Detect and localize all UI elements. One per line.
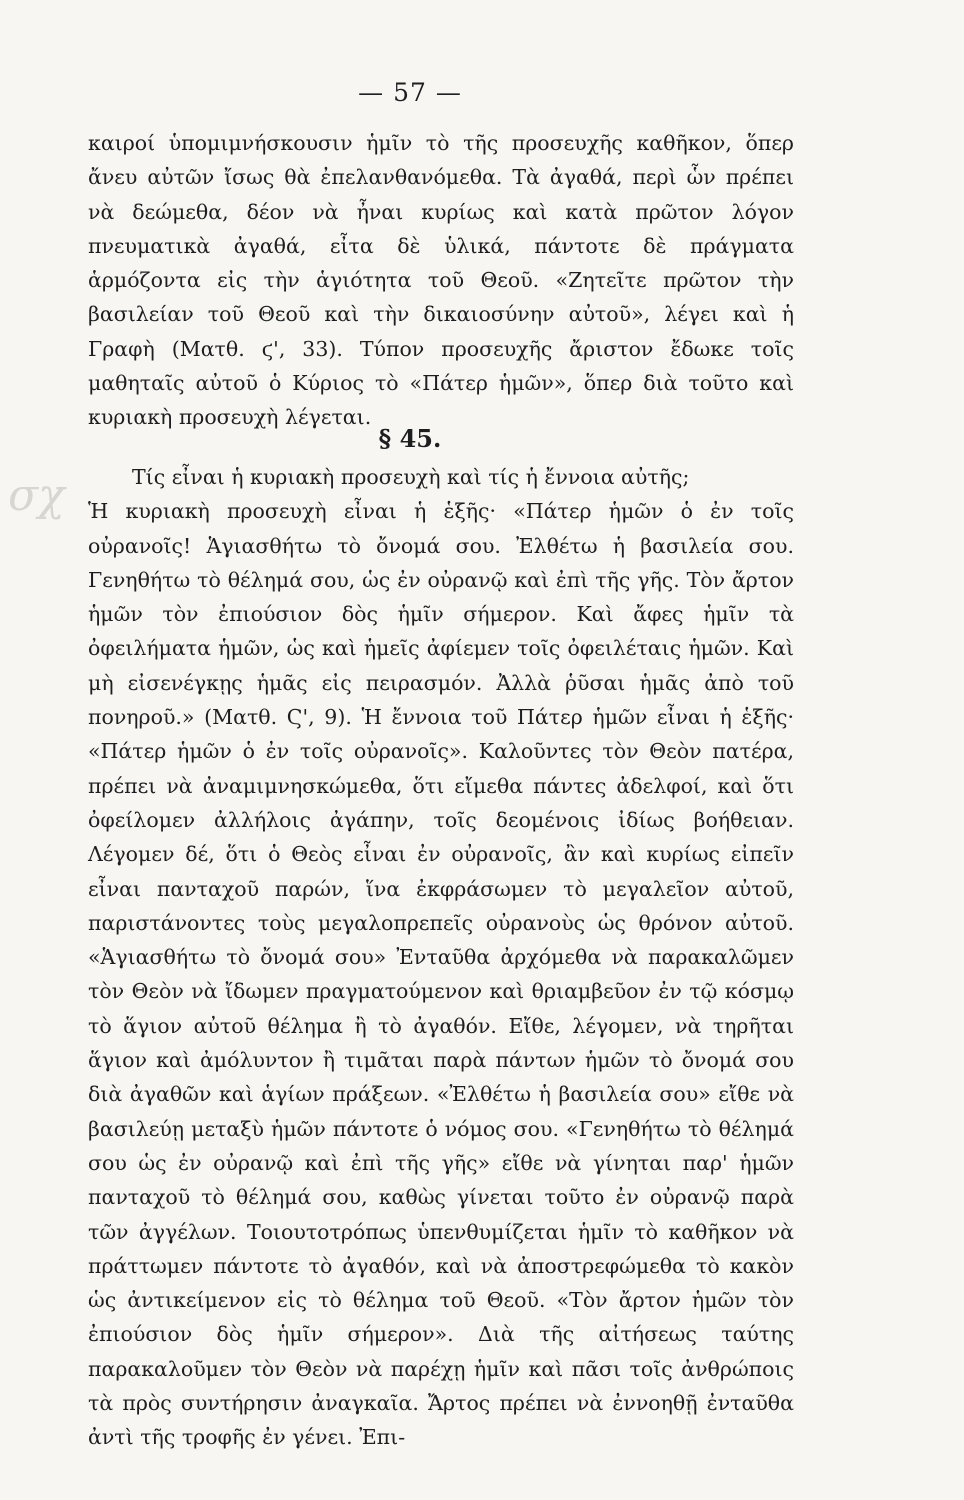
section-heading: § 45. — [378, 424, 442, 453]
opening-text-block — [88, 126, 794, 435]
continued-paragraph: καιροί ὑπομιμνήσκουσιν ἡμῖν τὸ τῆς προσευχῆς καθῆκον, ὅπερ ἄνευ αὐτῶν ἴσως θὰ ἐπελανθανόμεθα. Τὰ ἀγαθά, περὶ ὧν πρέπει νὰ δεώμεθα, δέον νὰ ἦναι κυρίως καὶ κατὰ πρῶτον λόγον πνευματικὰ ἀγαθά, εἶτα δὲ ὑλικά, πάντοτε δὲ πράγματα ἁρμόζοντα εἰς τὴν ἁγιότητα τοῦ Θεοῦ. «Ζητεῖτε πρῶτον τὴν βασιλείαν τοῦ Θεοῦ καὶ τὴν δικαιοσύνην αὐτοῦ», λέγει καὶ ἡ Γραφὴ (Ματθ. ϛ', 33). Τύπον προσευχῆς ἄριστον ἔδωκε τοῖς μαθηταῖς αὐτοῦ ὁ Κύριος τὸ «Πάτερ ἡμῶν», ὅπερ διὰ τοῦτο καὶ κυριακὴ προσευχὴ λέγεται. — [88, 131, 794, 430]
section-text-block — [88, 460, 794, 1455]
answer-paragraph: Ἡ κυριακὴ προσευχὴ εἶναι ἡ ἑξῆς· «Πάτερ ἡμῶν ὁ ἐν τοῖς οὐρανοῖς! Ἁγιασθήτω τὸ ὄνομά σου. Ἐλθέτω ἡ βασιλεία σου. Γενηθήτω τὸ θέλημά σου, ὡς ἐν οὐρανῷ καὶ ἐπὶ τῆς γῆς. Τὸν ἄρτον ἡμῶν τὸν ἐπιούσιον δὸς ἡμῖν σήμερον. Καὶ ἄφες ἡμῖν τὰ ὀφειλήματα ἡμῶν, ὡς καὶ ἡμεῖς ἀφίεμεν τοῖς ὀφειλέταις ἡμῶν. Καὶ μὴ εἰσενέγκῃς ἡμᾶς εἰς πειρασμόν. Ἀλλὰ ῥῦσαι ἡμᾶς ἀπὸ τοῦ πονηροῦ.» (Ματθ. Ϛ', 9). Ἡ ἔννοια τοῦ Πάτερ ἡμῶν εἶναι ἡ ἑξῆς· «Πάτερ ἡμῶν ὁ ἐν τοῖς οὐρανοῖς». Καλοῦντες τὸν Θεὸν πατέρα, πρέπει νὰ ἀναμιμνησκώμεθα, ὅτι εἴμεθα πάντες ἀδελφοί, καὶ ὅτι ὀφείλομεν ἀλλήλοις ἀγάπην, τοῖς δεομένοις ἰδίως βοήθειαν. Λέγομεν δέ, ὅτι ὁ Θεὸς εἶναι ἐν οὐρανοῖς, ἂν καὶ κυρίως εἰπεῖν εἶναι πανταχοῦ παρών, ἵνα ἐκφράσωμεν τὸ μεγαλεῖον αὐτοῦ, παριστάνοντες τοὺς μεγαλοπρεπεῖς οὐρανοὺς ὡς θρόνον αὐτοῦ. «Ἁγιασθήτω τὸ ὄνομά σου» Ἐνταῦθα ἀρχόμεθα νὰ παρακαλῶμεν τὸν Θεὸν νὰ ἴδωμεν πραγματούμενον καὶ θριαμβεῦον ἐν τῷ κόσμῳ τὸ ἅγιον αὐτοῦ θέλημα ἢ τὸ ἀγαθόν. Εἴθε, λέγομεν, νὰ τηρῆται ἅγιον καὶ ἀμόλυντον ἢ τιμᾶται παρὰ πάντων ἡμῶν τὸ ὄνομά σου διὰ ἀγαθῶν καὶ ἁγίων πράξεων. «Ἐλθέτω ἡ βασιλεία σου» εἴθε νὰ βασιλεύῃ μεταξὺ ἡμῶν πάντοτε ὁ νόμος σου. «Γενηθήτω τὸ θέλημά σου ὡς ἐν οὐρανῷ καὶ ἐπὶ τῆς γῆς» εἴθε νὰ γίνηται παρ' ἡμῶν πανταχοῦ τὸ θέλημά σου, καθὼς γίνεται τοῦτο ἐν οὐρανῷ παρὰ τῶν ἀγγέλων. Τοιουτοτρόπως ὑπενθυμίζεται ἡμῖν τὸ καθῆκον νὰ πράττωμεν πάντοτε τὸ ἀγαθόν, καὶ νὰ ἀποστρεφώμεθα τὸ κακὸν ὡς ἀντικείμενον εἰς τὸ θέλημα τοῦ Θεοῦ. «Τὸν ἄρτον ἡμῶν τὸν ἐπιούσιον δὸς ἡμῖν σήμερον». Διὰ τῆς αἰτήσεως ταύτης παρακαλοῦμεν τὸν Θεὸν νὰ παρέχῃ ἡμῖν καὶ πᾶσι τοῖς ἀνθρώποις τὰ πρὸς συντήρησιν ἀναγκαῖα. Ἄρτος πρέπει νὰ ἐννοηθῇ ἐνταῦθα ἀντὶ τῆς τροφῆς ἐν γένει. Ἐπι- — [88, 499, 794, 1450]
page-number: — 57 — — [358, 78, 462, 107]
faint-pencil-mark: σχ — [8, 470, 65, 521]
question-paragraph: Τίς εἶναι ἡ κυριακὴ προσευχὴ καὶ τίς ἡ ἔννοια αὐτῆς; — [132, 465, 690, 489]
